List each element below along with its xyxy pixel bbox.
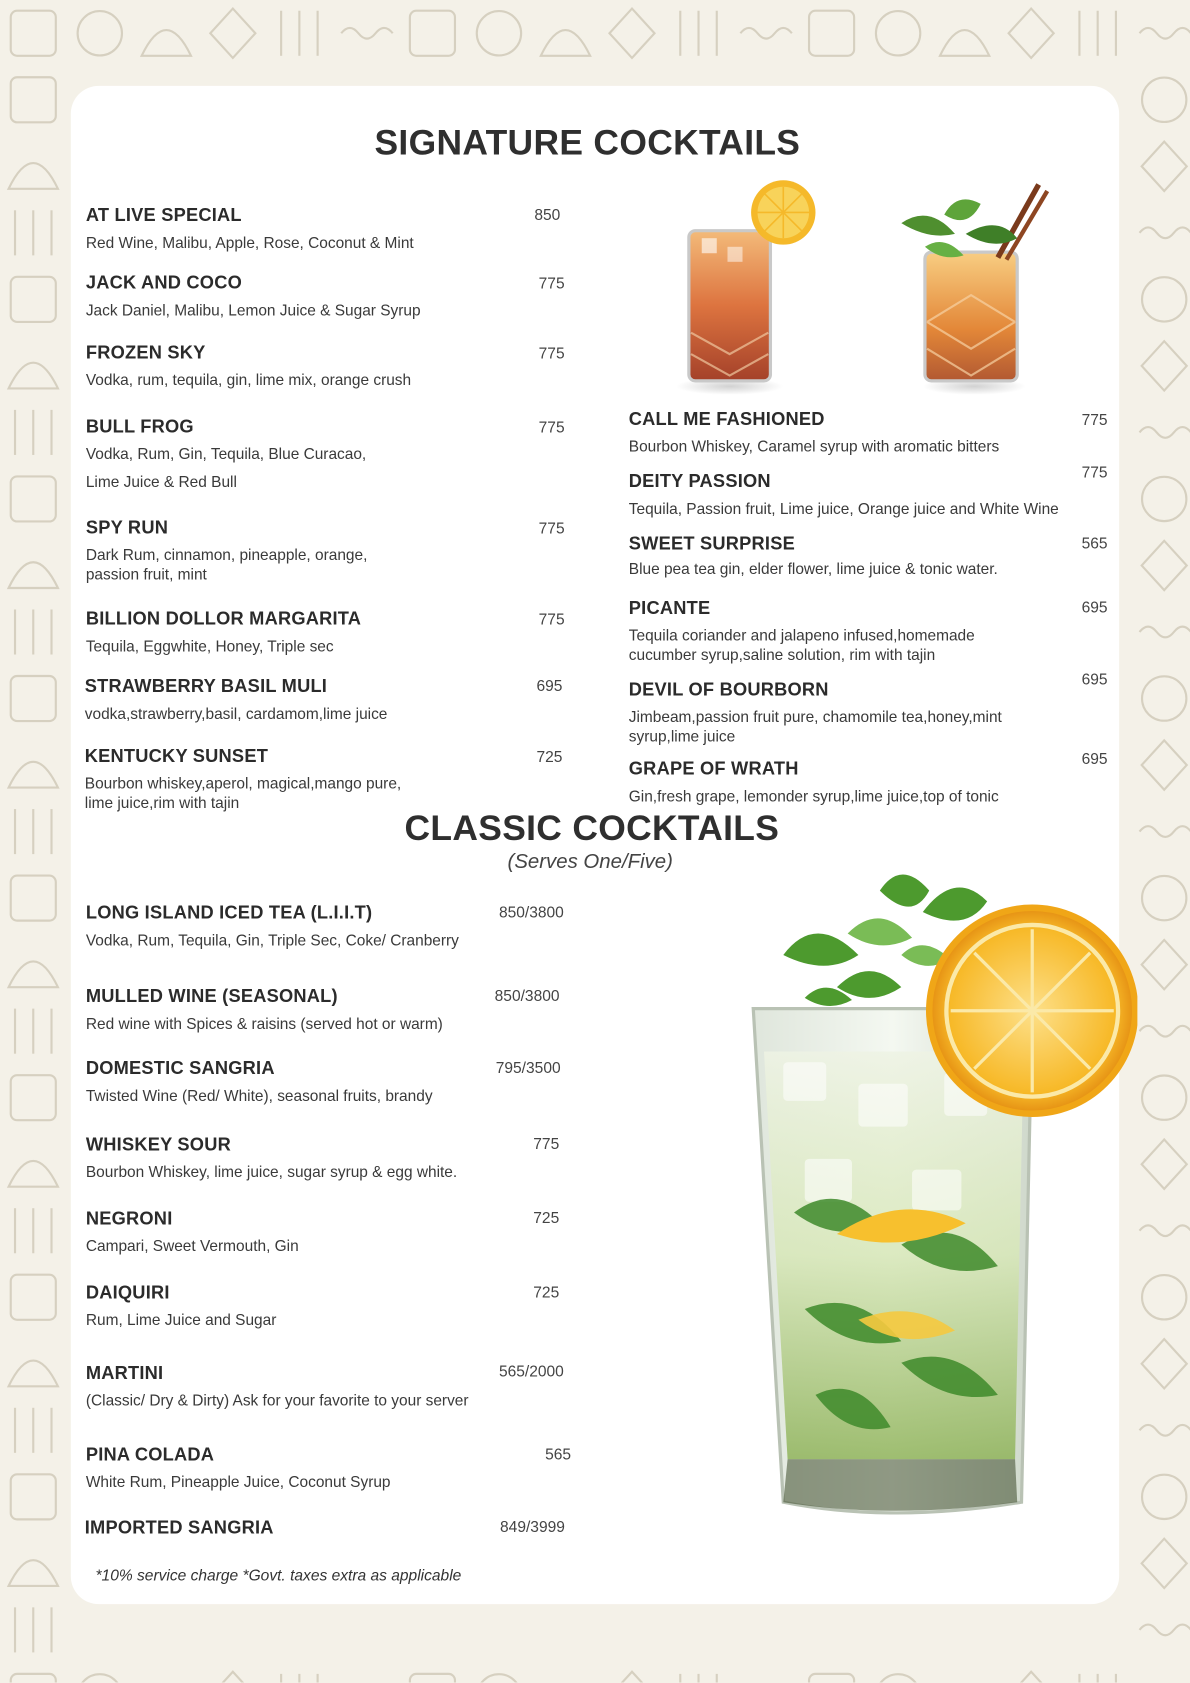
item-price: 565 — [545, 1446, 572, 1464]
item-description: Red wine with Spices & raisins (served hot or warm) — [85, 1016, 443, 1034]
item-price: 849/3999 — [500, 1519, 565, 1537]
item-price: 850/3800 — [498, 904, 564, 922]
item-name: KENTUCKY SUNSET — [84, 745, 269, 767]
item-description: Vodka, rum, tequila, gin, lime mix, orange crush — [85, 372, 412, 390]
item-price: 725 — [533, 1210, 560, 1228]
item-name: STRAWBERRY BASIL MULI — [84, 675, 328, 697]
item-price: 725 — [533, 1284, 560, 1302]
item-name: FROZEN SKY — [85, 342, 206, 363]
mojito-photo — [740, 858, 1137, 1523]
classic-cocktails-subtitle: (Serves One/Five) — [507, 850, 673, 874]
item-description: lime juice,rim with tajin — [84, 795, 240, 813]
item-name: SWEET SURPRISE — [628, 533, 795, 554]
item-name: DEVIL OF BOURBORN — [628, 679, 829, 700]
item-name: WHISKEY SOUR — [85, 1134, 231, 1155]
item-price: 775 — [1081, 412, 1108, 430]
item-description: Tequila, Passion fruit, Lime juice, Orange juice and White Wine — [628, 501, 1059, 519]
item-name: BILLION DOLLOR MARGARITA — [85, 608, 362, 629]
footer-note: *10% service charge *Govt. taxes extra as applicable — [95, 1567, 462, 1585]
item-description: cucumber syrup,saline solution, rim with tajin — [628, 647, 936, 665]
item-price: 775 — [538, 275, 565, 293]
item-name: SPY RUN — [85, 517, 169, 538]
item-name: JACK AND COCO — [85, 272, 242, 293]
item-description: Bourbon Whiskey, lime juice, sugar syrup & egg white. — [85, 1164, 458, 1182]
item-name: MARTINI — [85, 1362, 164, 1384]
item-price: 565 — [1081, 535, 1108, 553]
item-description: Vodka, Rum, Gin, Tequila, Blue Curacao, — [85, 446, 367, 464]
item-price: 850 — [534, 207, 561, 225]
item-price: 725 — [536, 748, 563, 767]
item-name: LONG ISLAND ICED TEA (L.I.I.T) — [85, 902, 373, 923]
classic-cocktails-title: CLASSIC COCKTAILS — [404, 807, 780, 848]
item-description: Campari, Sweet Vermouth, Gin — [85, 1238, 299, 1256]
item-description: Bourbon Whiskey, Caramel syrup with aromatic bitters — [628, 438, 1000, 457]
item-description: Blue pea tea gin, elder flower, lime juice & tonic water. — [628, 561, 998, 579]
item-name: CALL ME FASHIONED — [628, 408, 825, 430]
item-price: 695 — [536, 678, 563, 696]
item-name: NEGRONI — [85, 1208, 173, 1229]
item-description: syrup,lime juice — [628, 728, 736, 746]
item-description: vodka,strawberry,basil, cardamom,lime juice — [84, 706, 388, 724]
item-price: 795/3500 — [495, 1060, 561, 1078]
item-description: White Rum, Pineapple Juice, Coconut Syrup — [85, 1474, 391, 1492]
item-name: DAIQUIRI — [85, 1282, 170, 1303]
item-description: passion fruit, mint — [85, 566, 207, 584]
item-price: 565/2000 — [498, 1363, 564, 1381]
item-name: BULL FROG — [85, 416, 194, 437]
item-description: Vodka, Rum, Tequila, Gin, Triple Sec, Coke/ Cranberry — [85, 932, 459, 950]
item-name: DOMESTIC SANGRIA — [85, 1057, 275, 1079]
item-description: Bourbon whiskey,aperol, magical,mango pure, — [84, 775, 402, 793]
item-price: 775 — [538, 520, 565, 538]
item-price: 850/3800 — [494, 988, 560, 1006]
item-name: AT LIVE SPECIAL — [85, 204, 242, 226]
item-price: 775 — [538, 611, 565, 629]
item-name: PINA COLADA — [85, 1444, 215, 1465]
item-description: Red Wine, Malibu, Apple, Rose, Coconut & Mint — [85, 234, 414, 253]
item-description: Twisted Wine (Red/ White), seasonal fruits, brandy — [85, 1088, 433, 1106]
item-name: DEITY PASSION — [628, 471, 771, 492]
item-price: 775 — [538, 419, 565, 437]
item-name: IMPORTED SANGRIA — [84, 1517, 274, 1538]
item-price: 695 — [1081, 751, 1108, 769]
item-description: Gin,fresh grape, lemonder syrup,lime juice,top of tonic — [628, 788, 999, 806]
item-description: Dark Rum, cinnamon, pineapple, orange, — [85, 547, 368, 565]
item-description: Lime Juice & Red Bull — [85, 474, 237, 492]
item-price: 695 — [1081, 671, 1108, 689]
signature-cocktails-title: SIGNATURE COCKTAILS — [374, 122, 801, 163]
item-price: 775 — [538, 345, 565, 363]
item-description: Rum, Lime Juice and Sugar — [85, 1312, 277, 1330]
item-description: Jack Daniel, Malibu, Lemon Juice & Sugar Syrup — [85, 302, 421, 320]
item-description: Tequila coriander and jalapeno infused,homemade — [628, 627, 975, 645]
item-price: 775 — [533, 1136, 560, 1154]
item-description: (Classic/ Dry & Dirty) Ask for your favorite to your server — [85, 1392, 469, 1410]
item-description: Tequila, Eggwhite, Honey, Triple sec — [85, 638, 334, 656]
item-name: PICANTE — [628, 597, 711, 619]
item-price: 775 — [1081, 464, 1108, 482]
signature-cocktails-photo — [676, 172, 1062, 413]
item-name: MULLED WINE (SEASONAL) — [85, 986, 338, 1007]
item-price: 695 — [1081, 599, 1108, 617]
item-description: Jimbeam,passion fruit pure, chamomile tea,honey,mint — [628, 709, 1002, 727]
item-name: GRAPE OF WRATH — [628, 758, 799, 779]
